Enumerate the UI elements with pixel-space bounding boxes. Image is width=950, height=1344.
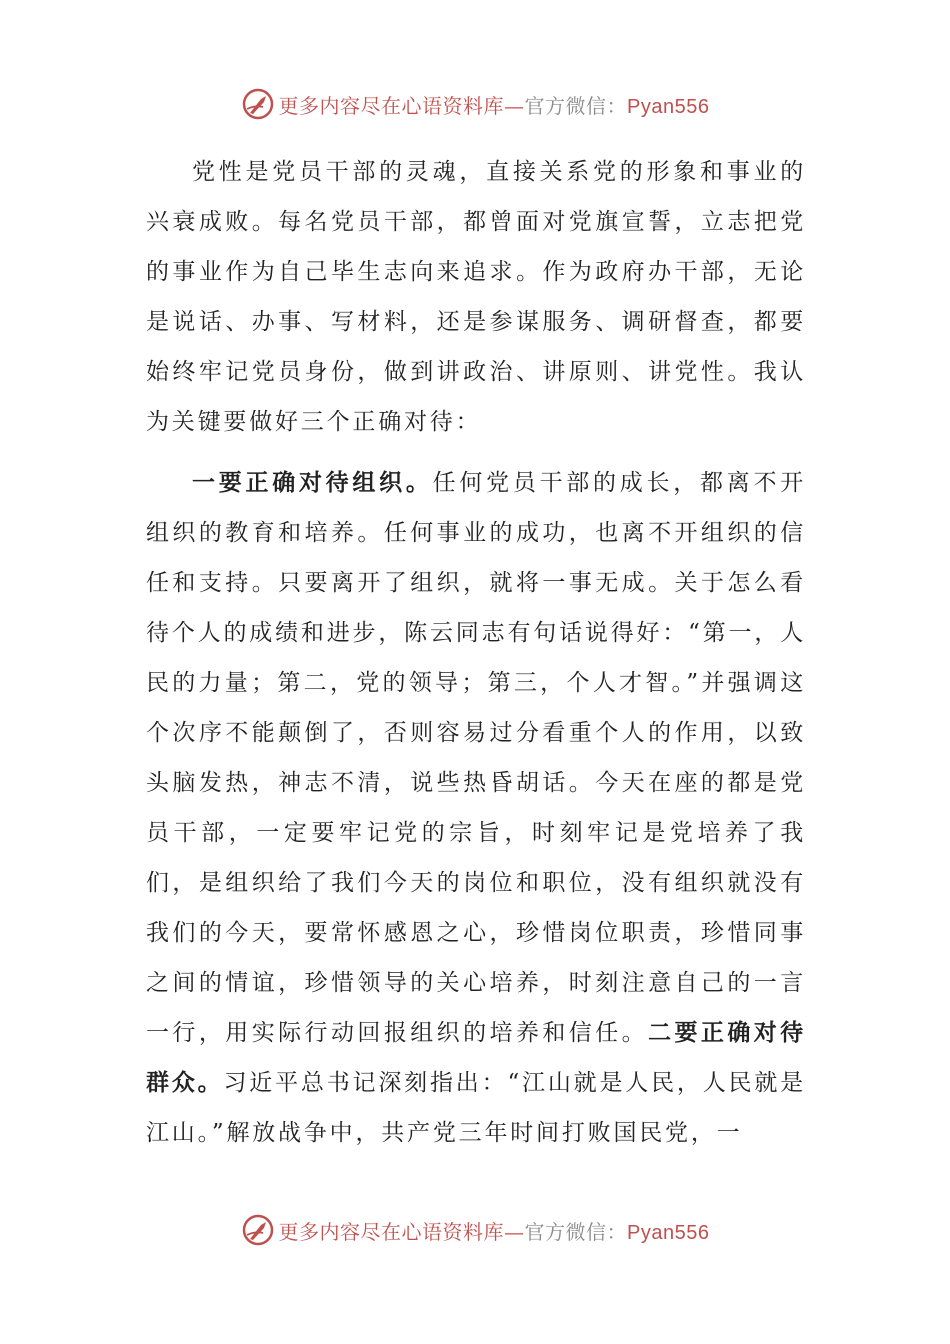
banner-wechat-id: Pyan556 xyxy=(627,1221,710,1244)
banner-text xyxy=(279,90,710,119)
banner-main-text: 更多内容尽在心语资料库 xyxy=(278,1219,505,1244)
banner-wechat-id: Pyan556 xyxy=(627,95,710,118)
paragraph-1 xyxy=(146,147,806,447)
banner-dash: — xyxy=(504,93,525,118)
header-banner xyxy=(0,84,950,124)
paragraph-2-heading-2: 二要正确对待群众。 xyxy=(146,1019,806,1096)
banner-text xyxy=(279,1216,710,1245)
banner-wechat-label: 官方微信： xyxy=(524,93,628,118)
banner-wechat-label: 官方微信： xyxy=(524,1219,628,1244)
paragraph-2 xyxy=(146,458,806,1158)
banner-dash: — xyxy=(504,1219,525,1244)
pen-nib-circle-icon xyxy=(241,87,275,121)
footer-banner xyxy=(0,1210,950,1250)
paragraph-2-heading: 一要正确对待组织。 xyxy=(192,469,433,496)
banner-main-text: 更多内容尽在心语资料库 xyxy=(278,93,505,118)
pen-nib-circle-icon xyxy=(241,1213,275,1247)
paragraph-2-text: 任何党员干部的成长，都离不开组织的教育和培养。任何事业的成功，也离不开组织的信任和支持。只要离开了组织，就将一事无成。关于怎么看待个人的成绩和进步，陈云同志有句话说得好：“第一，人民的力量；第二，党的领导；第三，个人才智。”并强调这个次序不能颠倒了，否则容易过分看重个人的作用，以致头脑发热，神志不清，说些热昏胡话。今天在座的都是党员干部，一定要牢记党的宗旨，时刻牢记是党培养了我们，是组织给了我们今天的岗位和职位，没有组织就没有我们的今天，要常怀感恩之心，珍惜岗位职责，珍惜同事之间的情谊，珍惜领导的关心培养，时刻注意自己的一言一行，用实际行动回报组织的培养和信任。 xyxy=(146,470,806,1046)
paragraph-2-text-2: 习近平总书记深刻指出：“江山就是人民，人民就是江山。”解放战争中，共产党三年时间打败国民党，一 xyxy=(146,1070,806,1146)
paragraph-1-text: 党性是党员干部的灵魂，直接关系党的形象和事业的兴衰成败。每名党员干部，都曾面对党旗宣誓，立志把党的事业作为自己毕生志向来追求。作为政府办干部，无论是说话、办事、写材料，还是参谋服务、调研督查，都要始终牢记党员身份，做到讲政治、讲原则、讲党性。我认为关键要做好三个正确对待： xyxy=(146,159,806,435)
